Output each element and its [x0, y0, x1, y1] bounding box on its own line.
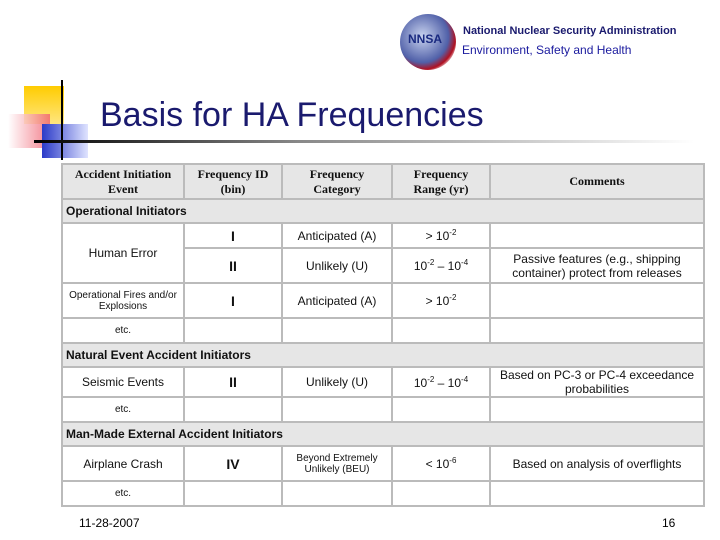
bin-cell: I	[184, 223, 282, 248]
footer-date: 11-28-2007	[79, 516, 140, 530]
event-cell: Seismic Events	[62, 367, 184, 397]
slide-title: Basis for HA Frequencies	[100, 96, 484, 134]
comment-cell	[490, 223, 704, 248]
table-row	[62, 318, 704, 343]
category-cell: Anticipated (A)	[282, 223, 392, 248]
event-cell: Operational Fires and/or Explosions	[62, 283, 184, 318]
range-cell: > $10^{-2}$	[392, 283, 490, 318]
comment-cell: Based on PC-3 or PC-4 exceedance probabilities	[490, 367, 704, 397]
col-header: Accident Initiation Event	[62, 164, 184, 199]
range-cell: $10^{-2} - 10^{-4}$	[392, 248, 490, 283]
bin-cell: I	[184, 283, 282, 318]
col-header: Frequency Category	[282, 164, 392, 199]
event-cell: etc.	[62, 481, 184, 506]
category-cell: Beyond Extremely Unlikely (BEU)	[282, 446, 392, 481]
event-cell: Human Error	[62, 223, 184, 283]
division-name: Environment, Safety and Health	[462, 43, 632, 57]
title-underline	[34, 140, 694, 143]
section-header: Operational Initiators	[62, 199, 704, 223]
event-cell: Airplane Crash	[62, 446, 184, 481]
comment-cell: Based on analysis of overflights	[490, 446, 704, 481]
table-row	[62, 397, 704, 422]
col-header: Frequency Range (yr)	[392, 164, 490, 199]
range-cell: > $10^{-2}$	[392, 223, 490, 248]
event-cell: etc.	[62, 318, 184, 343]
nnsa-logo: NNSA	[400, 14, 456, 70]
table-row	[62, 481, 704, 506]
category-cell: Unlikely (U)	[282, 367, 392, 397]
table-row	[62, 367, 704, 397]
section-header: Man-Made External Accident Initiators	[62, 422, 704, 446]
bin-cell: II	[184, 248, 282, 283]
bin-cell: IV	[184, 446, 282, 481]
decor-vertical-line	[61, 80, 63, 160]
table-row	[62, 446, 704, 481]
table-row	[62, 283, 704, 318]
comment-cell: Passive features (e.g., shipping container) protect from releases	[490, 248, 704, 283]
range-cell: < $10^{-6}$	[392, 446, 490, 481]
comment-cell	[490, 283, 704, 318]
section-header: Natural Event Accident Initiators	[62, 343, 704, 367]
event-cell: etc.	[62, 397, 184, 422]
col-header: Comments	[490, 164, 704, 199]
table-row	[62, 223, 704, 248]
bin-cell: II	[184, 367, 282, 397]
frequency-table	[61, 163, 705, 507]
range-cell: $10^{-2} - 10^{-4}$	[392, 367, 490, 397]
table-header	[62, 164, 704, 199]
category-cell: Unlikely (U)	[282, 248, 392, 283]
col-header: Frequency ID (bin)	[184, 164, 282, 199]
org-name: National Nuclear Security Administration	[463, 25, 677, 37]
page-number: 16	[662, 516, 676, 530]
category-cell: Anticipated (A)	[282, 283, 392, 318]
